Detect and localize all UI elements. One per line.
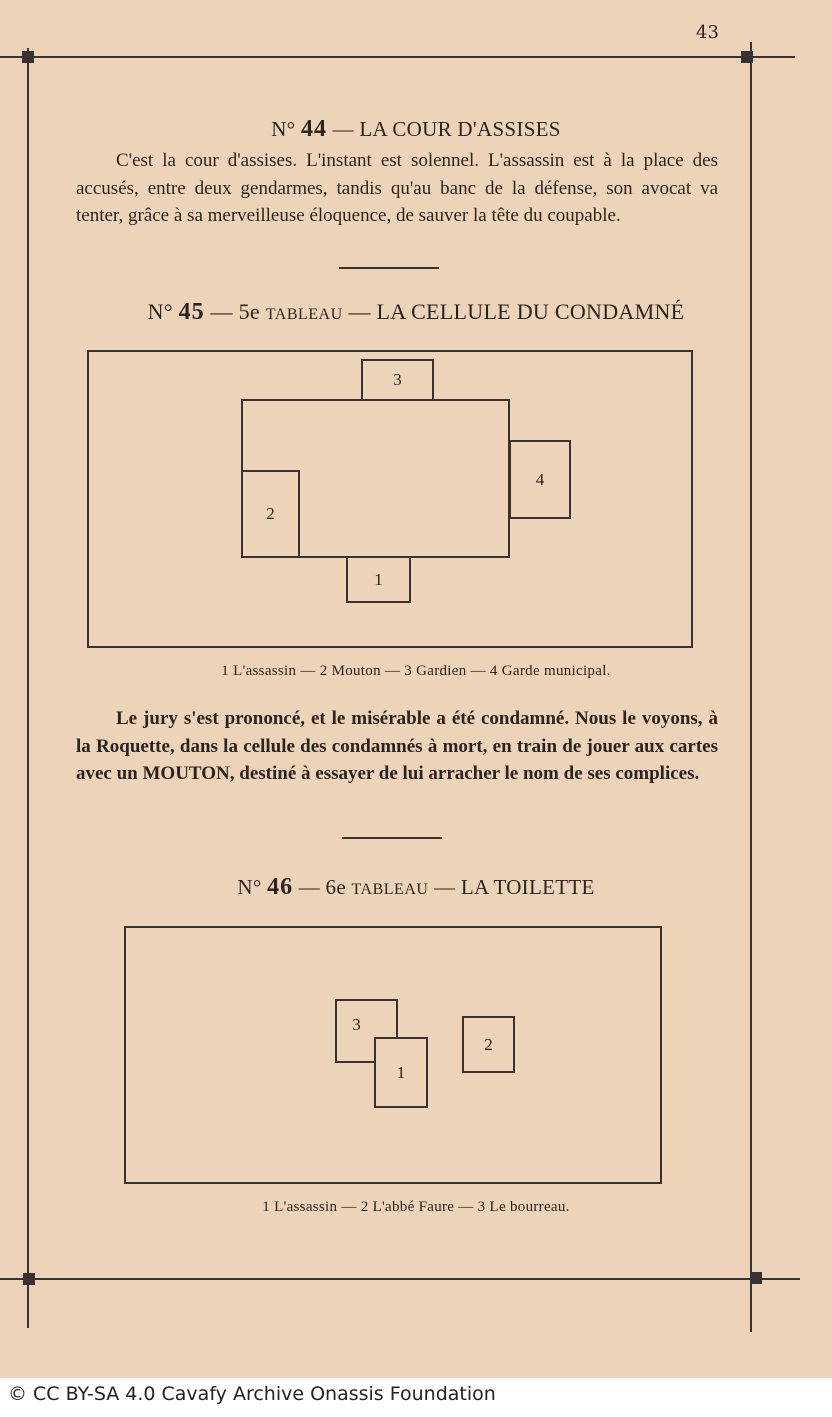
section-46-number: 46 <box>267 874 294 900</box>
section-44-number: 44 <box>300 116 327 142</box>
page-number: 43 <box>696 22 719 43</box>
section-46-num-prefix: N° <box>237 875 262 899</box>
section-44-num-prefix: N° <box>271 117 296 141</box>
diagram-45-position-3 <box>361 359 434 401</box>
section-45-number: 45 <box>178 299 205 325</box>
section-45-tableau-num: — 5e <box>210 299 260 324</box>
diagram-46-position-2 <box>462 1016 515 1073</box>
section-46-tableau-num: — 6e <box>298 875 346 899</box>
section-45-title: — LA CELLULE DU CONDAMNÉ <box>348 299 685 324</box>
position-4-label: 4 <box>535 469 545 489</box>
section-44-heading <box>0 116 832 143</box>
frame-corner-top-left <box>22 51 34 63</box>
section-45-tableau-word: TABLEAU <box>265 306 343 323</box>
section-45-heading <box>0 299 832 326</box>
section-45-num-prefix: N° <box>147 299 173 324</box>
position-1-label: 1 <box>374 569 383 589</box>
copyright-credit: © CC BY-SA 4.0 Cavafy Archive Onassis Foundation <box>8 1383 496 1405</box>
frame-left-line <box>27 48 29 1328</box>
position-3-label: 3 <box>393 370 402 389</box>
section-45-text: Le jury s'est prononcé, et le misérable a été condamné. Nous le voyons, à la Roquette, dans la cellule des condamnés à mort, en train de jouer aux cartes avec un MOUTON, destiné à essayer de lui arracher le nom de ses complices. <box>76 708 718 784</box>
section-46-tableau-word: TABLEAU <box>351 881 429 898</box>
frame-top-line <box>0 56 795 58</box>
diagram-45-position-2 <box>241 470 300 558</box>
diagram-45-legend: 1 L'assassin — 2 Mouton — 3 Gardien — 4 Garde municipal. <box>221 663 611 679</box>
frame-corner-bottom-right <box>750 1272 762 1284</box>
section-46-heading <box>0 874 832 901</box>
frame-bottom-line <box>0 1278 800 1280</box>
separator-rule <box>342 837 442 839</box>
frame-corner-top-right <box>741 51 753 63</box>
position-2-label: 2 <box>484 1034 493 1054</box>
section-44-text: C'est la cour d'assises. L'instant est solennel. L'assassin est à la place des accusés, entre deux gendarmes, tandis qu'au banc de la défense, son avocat va tenter, grâce à sa merveilleuse éloquence, de sauver la tête du coupable. <box>76 150 718 226</box>
frame-right-line <box>750 42 752 1332</box>
position-3-label: 3 <box>352 1015 361 1034</box>
diagram-45-position-1 <box>346 556 411 603</box>
separator-rule <box>339 267 439 269</box>
position-2-label: 2 <box>266 504 275 523</box>
position-1-label: 1 <box>396 1062 406 1082</box>
frame-corner-bottom-left <box>23 1273 35 1285</box>
diagram-46-legend: 1 L'assassin — 2 L'abbé Faure — 3 Le bourreau. <box>262 1199 570 1215</box>
section-46-title: — LA TOILETTE <box>433 875 595 899</box>
diagram-45-position-4 <box>509 440 571 519</box>
section-44-title: — LA COUR D'ASSISES <box>332 117 561 141</box>
diagram-46-position-1 <box>374 1037 428 1108</box>
